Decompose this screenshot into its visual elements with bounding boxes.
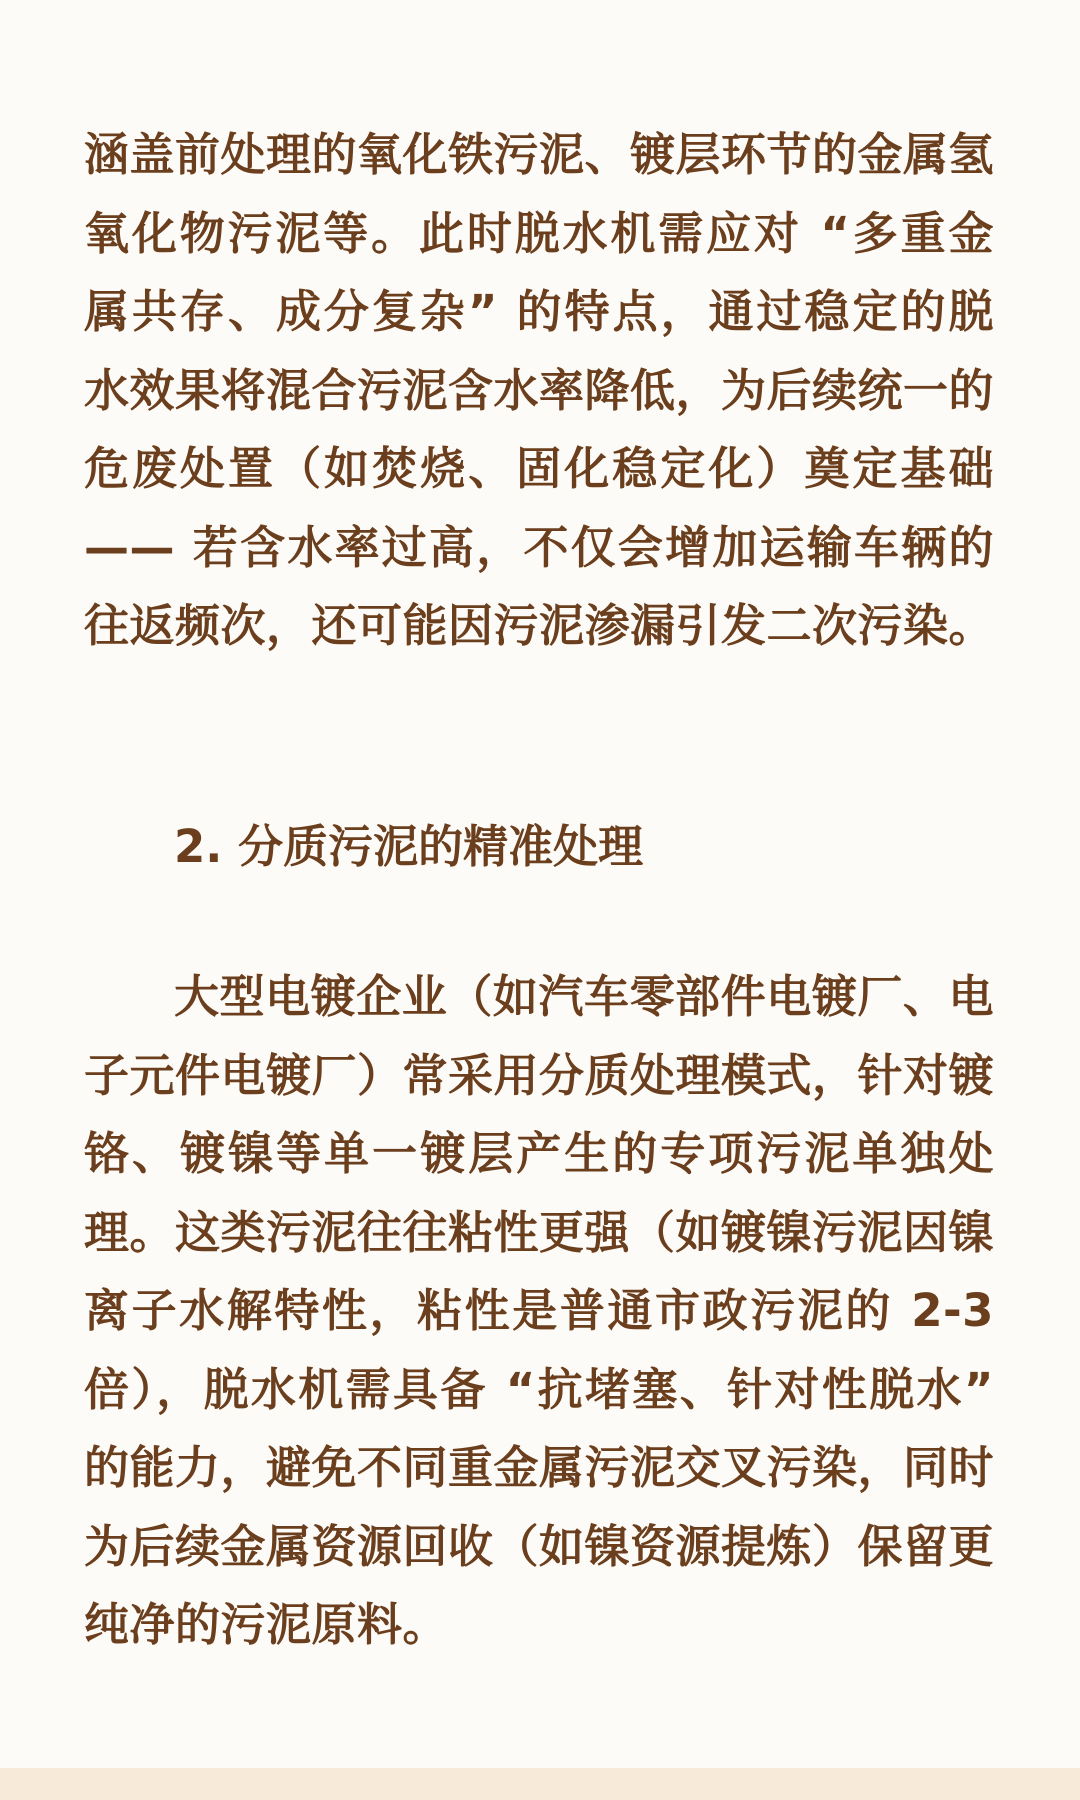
paragraph-mixed-sludge: 涵盖前处理的氧化铁污泥、镀层环节的金属氢氧化物污泥等。此时脱水机需应对 “多重金属共存、成分复杂” 的特点，通过稳定的脱水效果将混合污泥含水率降低，为后续统一的危废处置（如焚烧、固化稳定化）奠定基础 —— 若含水率过高，不仅会增加运输车辆的往返频次，还可能因污泥渗漏引发二次污染。 [84,128,995,652]
footer-band [0,1768,1080,1800]
paragraph-separated-sludge: 大型电镀企业（如汽车零部件电镀厂、电子元件电镀厂）常采用分质处理模式，针对镀铬、镀镍等单一镀层产生的专项污泥单独处理。这类污泥往往粘性更强（如镀镍污泥因镍离子水解特性，粘性是普通市政污泥的 2-3 倍），脱水机需具备 “抗堵塞、针对性脱水” 的能力，避免不同重金属污泥交叉污染，同时为后续金属资源回收（如镍资源提炼）保留更纯净的污泥原料。 [84,970,995,1651]
section-heading: 2. 分质污泥的精准处理 [174,820,644,873]
